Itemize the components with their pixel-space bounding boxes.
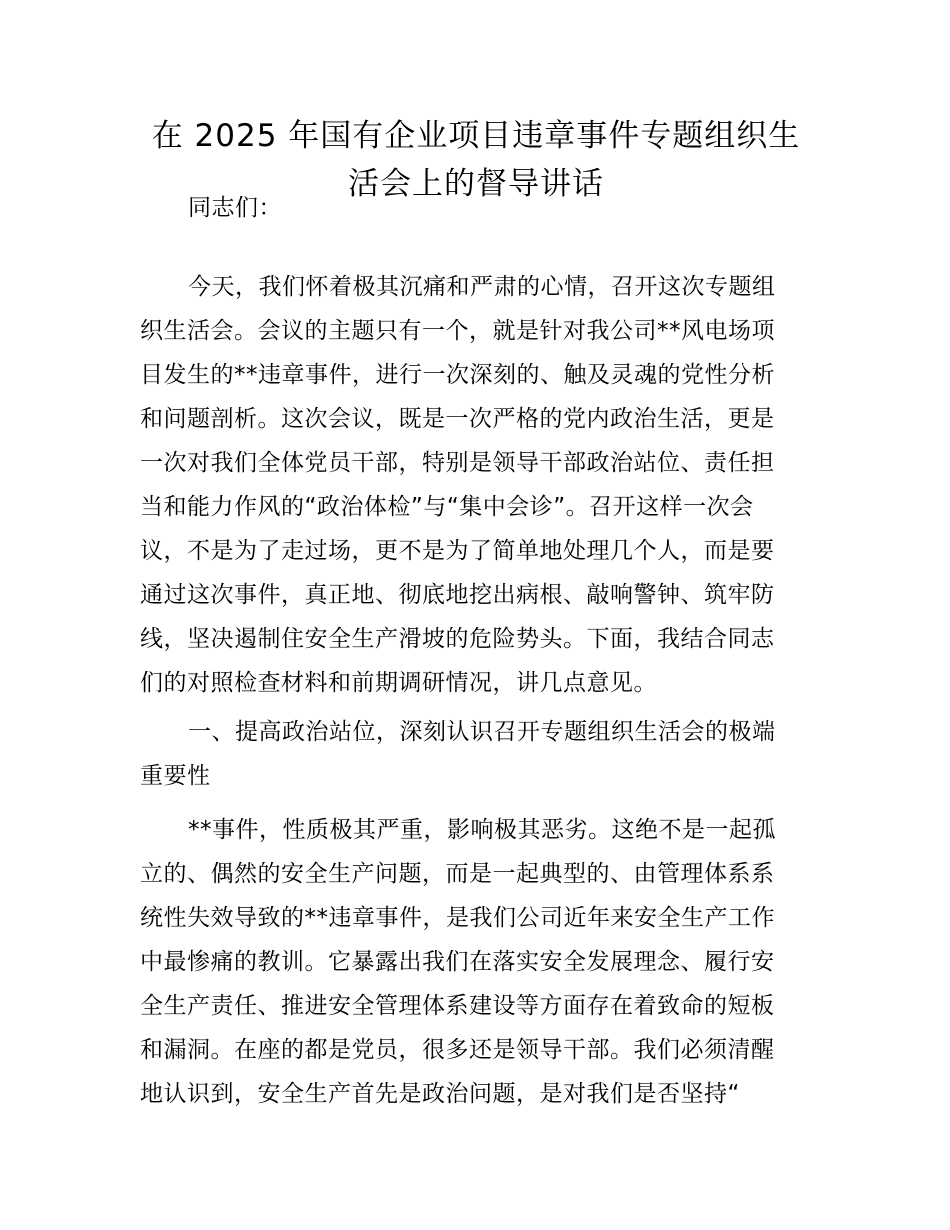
paragraph-line: 议，不是为了走过场，更不是为了简单地处理几个人，而是要 bbox=[140, 538, 775, 564]
paragraph-line: 一次对我们全体党员干部，特别是领导干部政治站位、责任担 bbox=[140, 450, 775, 476]
section-heading-line: 重要性 bbox=[140, 763, 211, 789]
paragraph-line: 今天，我们怀着极其沉痛和严肃的心情，召开这次专题组 bbox=[188, 274, 776, 300]
paragraph-line: 地认识到，安全生产首先是政治问题，是对我们是否坚持“ bbox=[140, 1081, 740, 1107]
paragraph-line: 织生活会。会议的主题只有一个，就是针对我公司**风电场项 bbox=[140, 318, 775, 344]
paragraph-line: 和漏洞。在座的都是党员，很多还是领导干部。我们必须清醒 bbox=[140, 1037, 775, 1063]
paragraph-line: 通过这次事件，真正地、彻底地挖出病根、敲响警钟、筑牢防 bbox=[140, 582, 775, 608]
paragraph-line: 立的、偶然的安全生产问题，而是一起典型的、由管理体系系 bbox=[140, 861, 775, 887]
paragraph-line: 和问题剖析。这次会议，既是一次严格的党内政治生活，更是 bbox=[140, 406, 775, 432]
paragraph-line: 目发生的**违章事件，进行一次深刻的、触及灵魂的党性分析 bbox=[140, 362, 775, 388]
title-line: 活会上的督导讲话 bbox=[348, 166, 604, 202]
paragraph-line: 们的对照检查材料和前期调研情况，讲几点意见。 bbox=[140, 670, 657, 696]
paragraph-line: 全生产责任、推进安全管理体系建设等方面存在着致命的短板 bbox=[140, 993, 775, 1019]
paragraph-line: 统性失效导致的**违章事件，是我们公司近年来安全生产工作 bbox=[140, 905, 775, 931]
salutation: 同志们： bbox=[188, 195, 282, 221]
paragraph-line: **事件，性质极其严重，影响极其恶劣。这绝不是一起孤 bbox=[188, 817, 776, 843]
title-line: 在 2025 年国有企业项目违章事件专题组织生 bbox=[151, 118, 801, 154]
section-heading-line: 一、提高政治站位，深刻认识召开专题组织生活会的极端 bbox=[188, 719, 776, 745]
paragraph-line: 线，坚决遏制住安全生产滑坡的危险势头。下面，我结合同志 bbox=[140, 626, 775, 652]
paragraph-line: 当和能力作风的“政治体检”与“集中会诊”。召开这样一次会 bbox=[140, 494, 754, 520]
paragraph-line: 中最惨痛的教训。它暴露出我们在落实安全发展理念、履行安 bbox=[140, 949, 775, 975]
